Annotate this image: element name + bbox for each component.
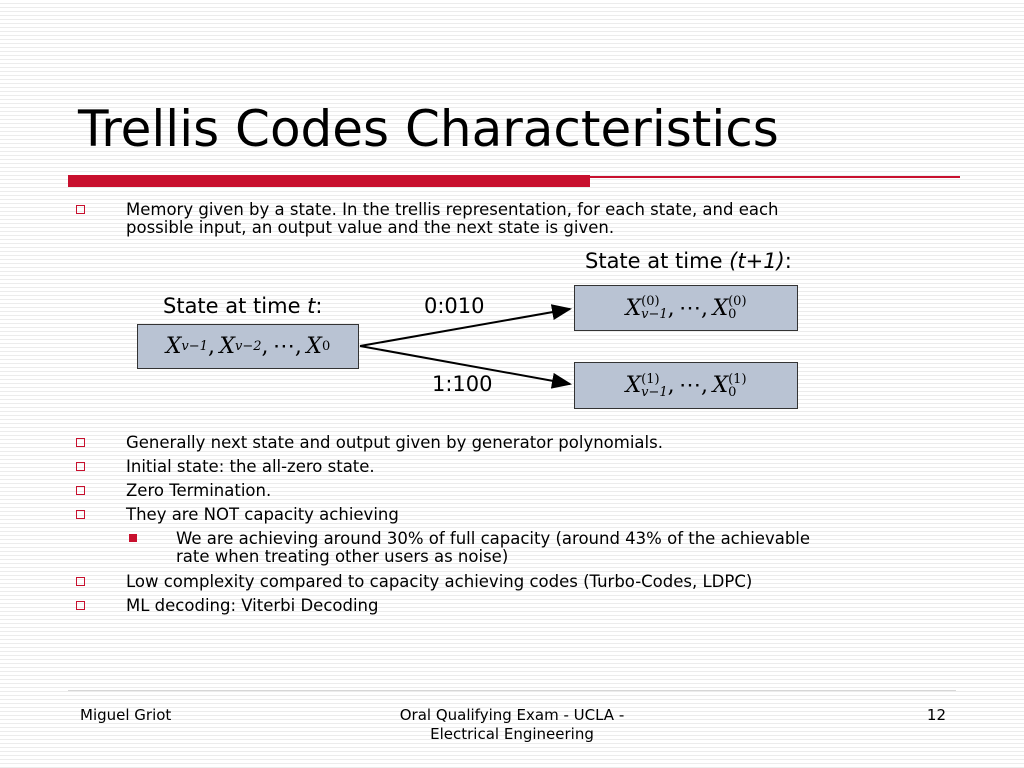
transition-label-1: 1:100 (432, 372, 493, 396)
state-symbol: X (165, 334, 182, 359)
page-number: 12 (926, 706, 946, 724)
footer-author: Miguel Griot (80, 706, 172, 724)
state-subscript: v−1 (641, 384, 668, 400)
label-text: State at time (163, 294, 308, 318)
hollow-square-bullet-icon (76, 462, 85, 471)
label-text: State at time (585, 249, 730, 273)
state-subscript: 0 (728, 307, 737, 322)
bullet-not-capacity: They are NOT capacity achieving (126, 505, 399, 524)
state-box-current: X v−1 , X v−2 , ⋯ , X 0 (137, 324, 359, 369)
footer-divider (68, 690, 956, 691)
state-subscript: v−1 (181, 339, 208, 354)
bullet-initial-state: Initial state: the all-zero state. (126, 457, 375, 476)
bullet-line: rate when treating other users as noise) (176, 547, 509, 566)
state-superscript: (1) (728, 371, 747, 387)
state-subscript: v−1 (641, 307, 668, 322)
sub-bullet-capacity (176, 530, 976, 566)
state-symbol: X (219, 334, 235, 359)
state-symbol: X (712, 295, 729, 321)
state-box-next-1: X (1) v−1 , ⋯ , X (1) 0 (574, 362, 798, 409)
bullet-low-complexity: Low complexity compared to capacity achieving codes (Turbo-Codes, LDPC) (126, 572, 753, 591)
hollow-square-bullet-icon (76, 486, 85, 495)
label-suffix: : (315, 294, 323, 318)
bullet-line: possible input, an output value and the next state is given. (126, 218, 615, 237)
state-dots: ⋯ (679, 373, 702, 398)
transition-label-0: 0:010 (424, 294, 485, 318)
state-superscript: (1) (641, 371, 660, 387)
footer-center-line: Oral Qualifying Exam - UCLA - (399, 706, 625, 724)
bullet-ml-decoding: ML decoding: Viterbi Decoding (126, 596, 379, 615)
arrow-to-state-0 (360, 309, 570, 346)
hollow-square-bullet-icon (76, 438, 85, 447)
state-symbol: X (712, 373, 729, 398)
hollow-square-bullet-icon (76, 577, 85, 586)
state-box-next-0: X (0) v−1 , ⋯ , X (0) 0 (574, 285, 798, 331)
state-symbol: X (625, 373, 642, 398)
filled-square-bullet-icon (129, 534, 137, 542)
label-var: (t+1) (729, 249, 785, 273)
state-subscript: 0 (728, 384, 737, 400)
hollow-square-bullet-icon (76, 601, 85, 610)
label-suffix: : (784, 249, 792, 273)
footer-center-line: Electrical Engineering (430, 725, 594, 743)
bullet-line: Memory given by a state. In the trellis representation, for each state, and each (126, 200, 779, 219)
slide-title: Trellis Codes Characteristics (78, 100, 779, 158)
state-superscript: (0) (641, 294, 660, 309)
state-dots: ⋯ (272, 334, 295, 359)
label-var: t (307, 294, 316, 318)
state-subscript: 0 (321, 339, 331, 354)
state-subscript: v−2 (235, 339, 262, 354)
arrow-to-state-1 (360, 346, 570, 384)
footer-center (362, 706, 662, 744)
bullet-generator: Generally next state and output given by generator polynomials. (126, 433, 663, 452)
state-dots: ⋯ (679, 295, 702, 321)
bullet-zero-termination: Zero Termination. (126, 481, 272, 500)
state-symbol: X (625, 295, 642, 321)
state-superscript: (0) (728, 294, 747, 309)
state-symbol: X (306, 334, 322, 359)
hollow-square-bullet-icon (76, 510, 85, 519)
bullet-line: We are achieving around 30% of full capacity (around 43% of the achievable (176, 529, 811, 548)
